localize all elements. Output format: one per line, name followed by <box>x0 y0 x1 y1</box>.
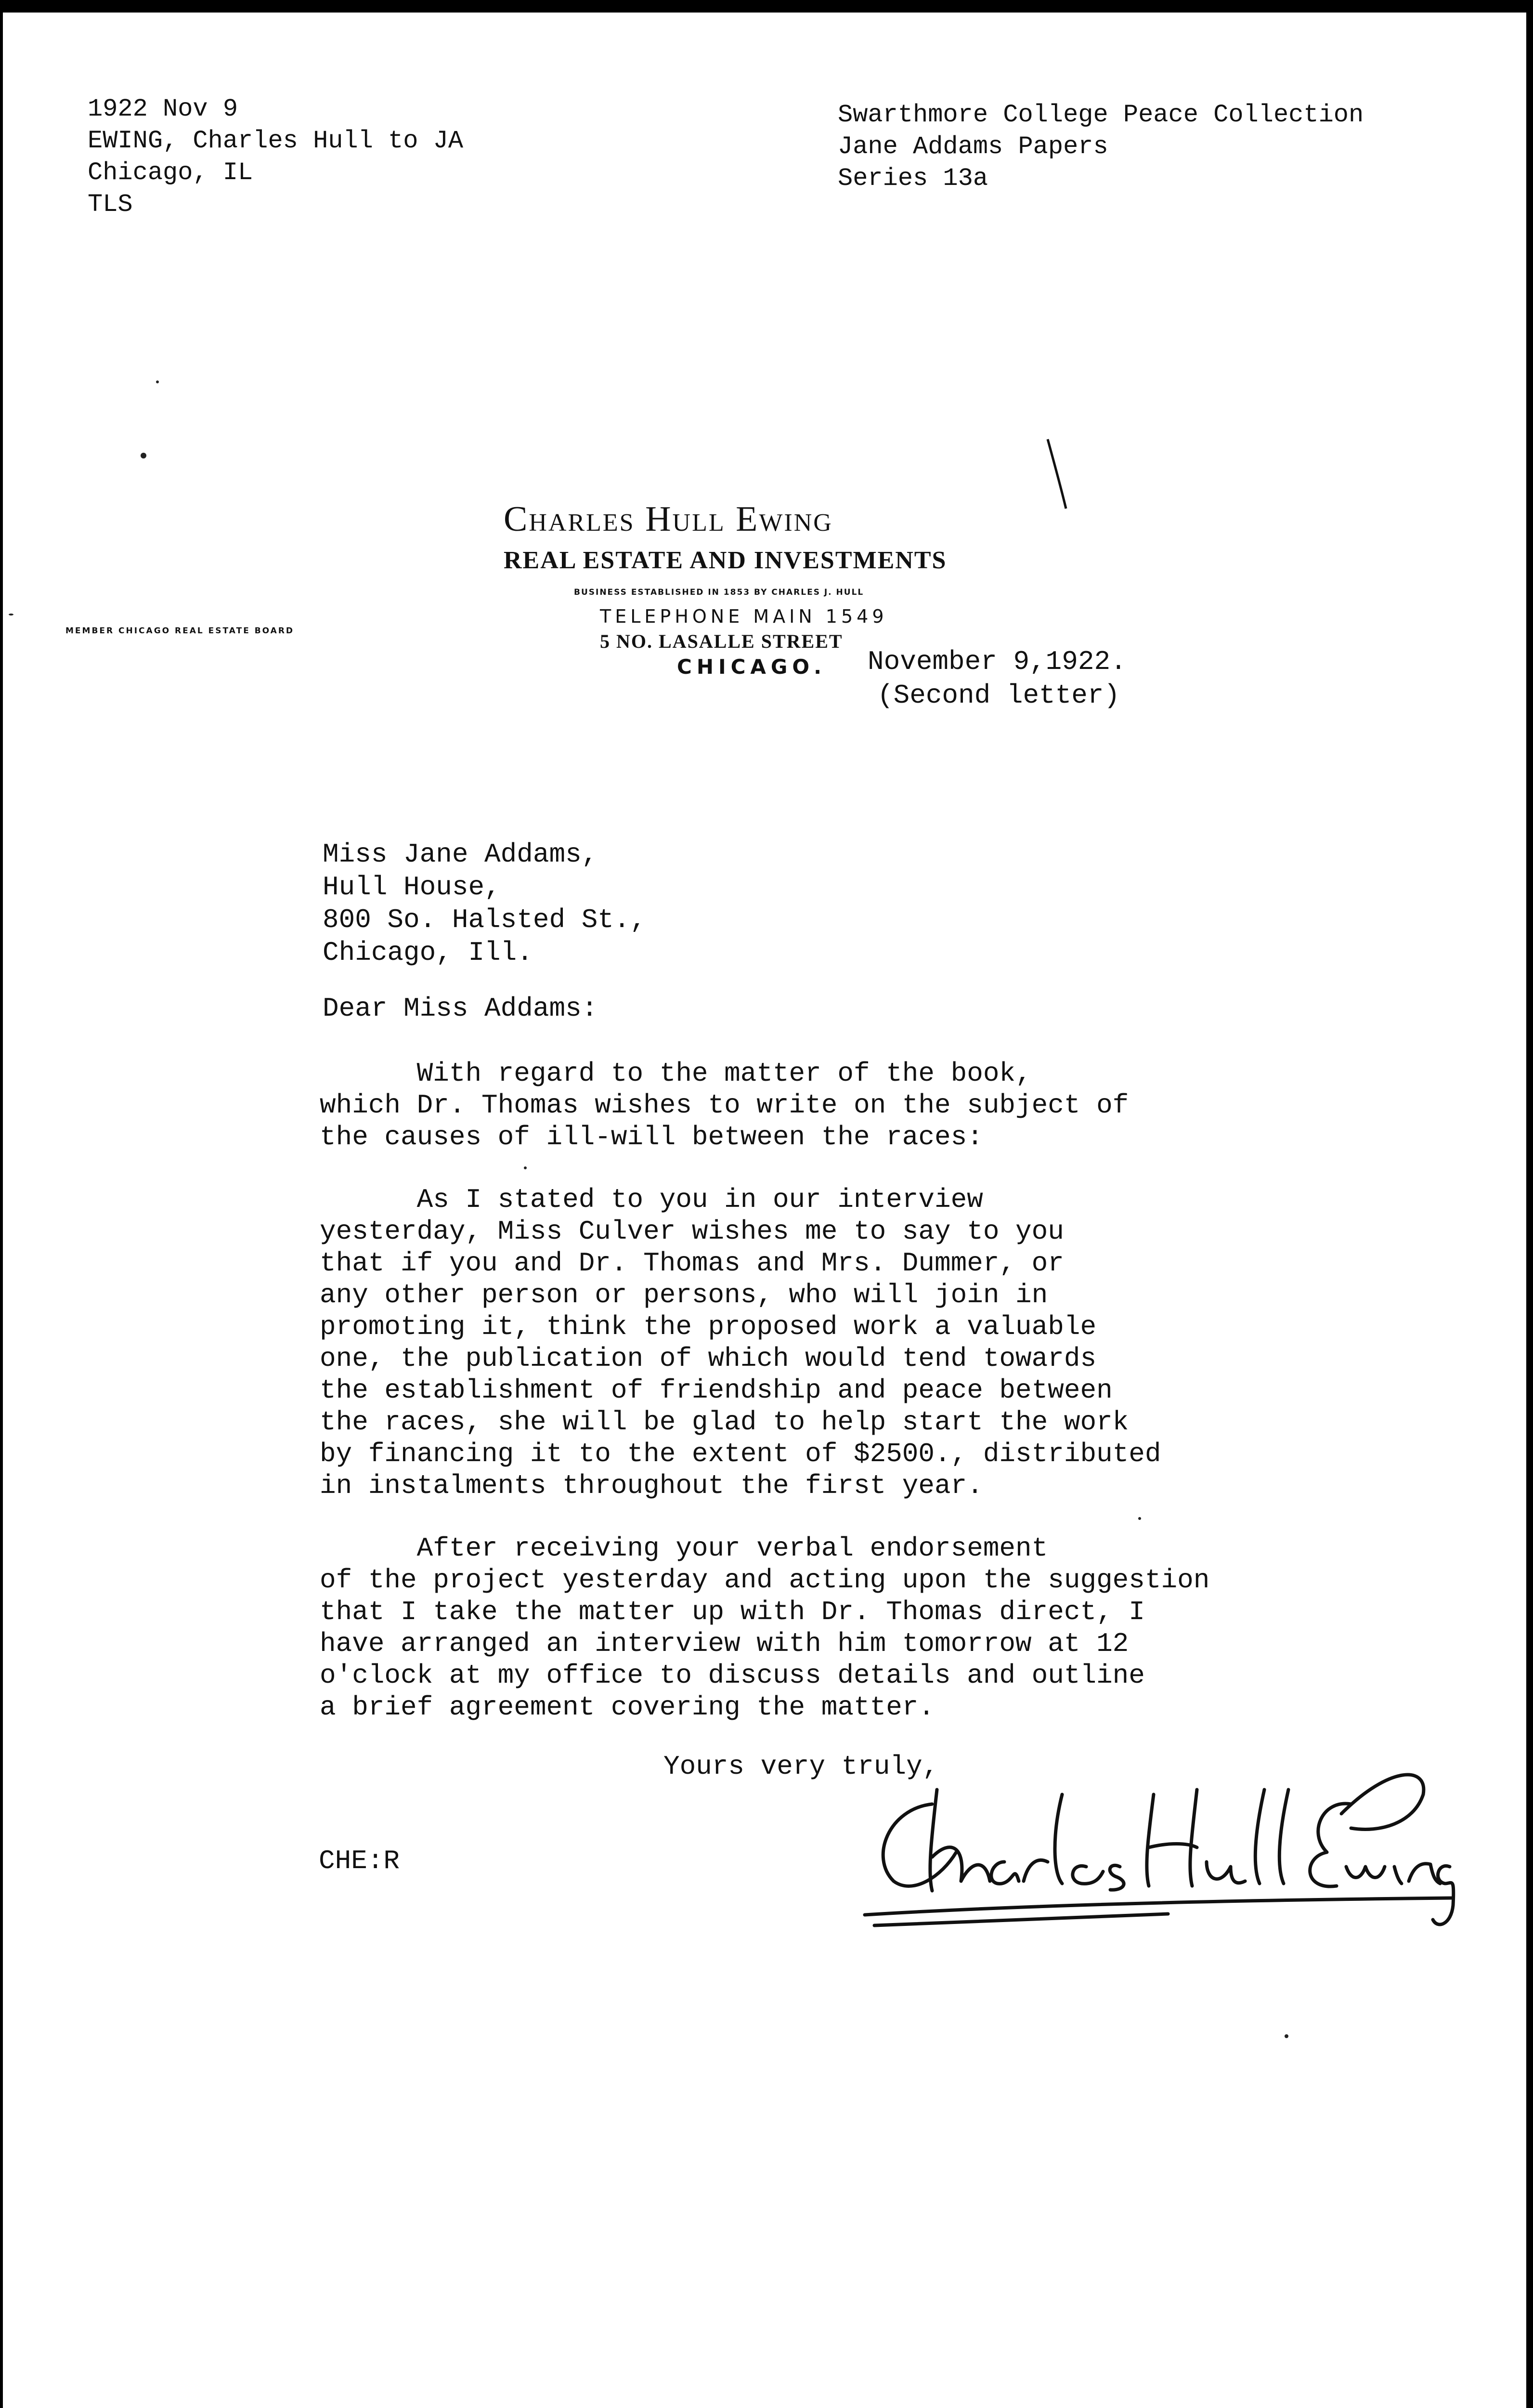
paragraph-2 <box>320 1184 1161 1502</box>
paragraph-line: any other person or persons, who will join in <box>320 1280 1048 1310</box>
paragraph-line: the races, she will be glad to help start the work <box>320 1407 1129 1438</box>
archive-papers: Jane Addams Papers <box>838 132 1108 161</box>
letterhead-subtitle: REAL ESTATE AND INVESTMENTS <box>504 547 947 574</box>
paragraph-line: one, the publication of which would tend towards <box>320 1343 1097 1374</box>
archive-correspondents: EWING, Charles Hull to JA <box>88 127 464 155</box>
paragraph-line: After receiving your verbal endorsement <box>320 1533 1048 1564</box>
archive-series: Series 13a <box>838 164 988 193</box>
paragraph-line: the causes of ill-will between the races: <box>320 1122 983 1152</box>
scan-speck <box>524 1166 527 1169</box>
archive-collection-info <box>838 99 1364 195</box>
paragraph-line: that I take the matter up with Dr. Thomas direct, I <box>320 1597 1145 1627</box>
letterhead-name: Charles Hull Ewing <box>504 499 833 539</box>
letterhead-city: CHICAGO. <box>677 655 827 679</box>
paragraph-line: have arranged an interview with him tomorrow at 12 <box>320 1628 1129 1659</box>
paragraph-line: promoting it, think the proposed work a valuable <box>320 1311 1097 1342</box>
salutation: Dear Miss Addams: <box>323 993 598 1024</box>
paragraph-line: a brief agreement covering the matter. <box>320 1692 935 1723</box>
paragraph-1 <box>320 1058 1129 1153</box>
archive-place: Chicago, IL <box>88 158 253 187</box>
pencil-mark <box>1043 436 1081 513</box>
member-note: MEMBER CHICAGO REAL ESTATE BOARD <box>65 626 295 636</box>
paragraph-line: by financing it to the extent of $2500., distributed <box>320 1439 1161 1469</box>
paragraph-line: which Dr. Thomas wishes to write on the subject of <box>320 1090 1129 1121</box>
typist-initials: CHE:R <box>319 1845 400 1876</box>
scan-speck <box>156 380 159 383</box>
handwritten-signature <box>860 1737 1457 1939</box>
paragraph-line: With regard to the matter of the book, <box>320 1058 1032 1089</box>
scan-speck <box>1138 1517 1141 1520</box>
recipient-address <box>323 838 646 969</box>
archive-date: 1922 Nov 9 <box>88 95 238 123</box>
letterhead-address: 5 NO. LASALLE STREET <box>600 630 843 652</box>
paragraph-line: the establishment of friendship and peace between <box>320 1375 1113 1406</box>
recipient-name: Miss Jane Addams, <box>323 839 598 870</box>
paragraph-line: in instalments throughout the first year. <box>320 1470 983 1501</box>
recipient-city: Chicago, Ill. <box>323 937 533 968</box>
paragraph-line: that if you and Dr. Thomas and Mrs. Dummer, or <box>320 1248 1064 1279</box>
paragraph-line: yesterday, Miss Culver wishes me to say to you <box>320 1216 1064 1247</box>
recipient-street: 800 So. Halsted St., <box>323 904 647 935</box>
letter-date-note: (Second letter) <box>877 680 1120 711</box>
paragraph-line: o'clock at my office to discuss details and outline <box>320 1660 1145 1691</box>
paragraph-3 <box>320 1532 1209 1723</box>
scan-speck <box>141 453 146 458</box>
letter-date: November 9,1922. <box>868 646 1127 677</box>
archive-catalog-info <box>88 93 463 221</box>
paragraph-line: of the project yesterday and acting upon the suggestion <box>320 1565 1210 1596</box>
archive-doc-type: TLS <box>88 190 133 219</box>
letterhead-established: BUSINESS ESTABLISHED IN 1853 BY CHARLES J. HULL <box>574 588 864 597</box>
paragraph-line: As I stated to you in our interview <box>320 1184 983 1215</box>
scan-speck <box>1285 2034 1288 2038</box>
archive-collection: Swarthmore College Peace Collection <box>838 101 1364 129</box>
scan-speck <box>9 614 13 615</box>
recipient-org: Hull House, <box>323 872 501 903</box>
closing: Yours very truly, <box>663 1751 939 1782</box>
letterhead-phone: TELEPHONE MAIN 1549 <box>600 606 888 627</box>
